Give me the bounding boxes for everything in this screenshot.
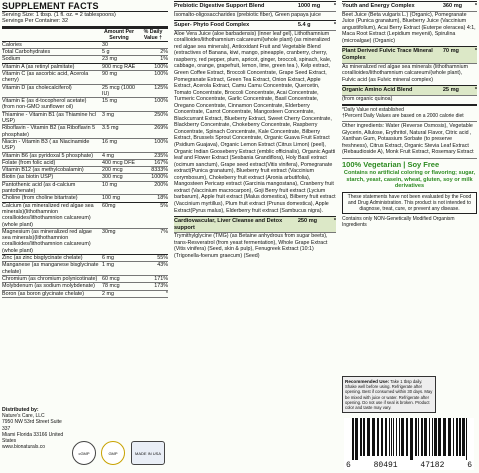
blend-header: Plant Derived Fulvic Trace Mineral Complex 70 mg * bbox=[342, 46, 477, 63]
recommended-use-text: Take 1 tbsp daily. Shake well before using. Refrigerate after opening. Best if consumed within 30 days. May be mixed with juice or water. Refrigerate after opening. Do not use if seal is broken. Product color and taste may vary. bbox=[345, 379, 433, 411]
nutrient-row bbox=[2, 49, 168, 56]
vegetarian-claim: 100% Vegetarian | Soy Free bbox=[342, 158, 477, 170]
nutrient-amount: 16 mg bbox=[102, 138, 117, 145]
nutrient-amount: 3.5 mg bbox=[102, 125, 119, 132]
distributor bbox=[2, 407, 68, 450]
nutrient-name: Calories bbox=[2, 41, 22, 48]
nutrient-dv: 8333% bbox=[151, 167, 168, 174]
barcode-bar bbox=[456, 418, 458, 456]
barcode-bar bbox=[424, 418, 427, 456]
distributor-line: 7950 NW 53rd Street Suite 337 bbox=[2, 419, 62, 432]
facts-rows bbox=[2, 42, 168, 298]
barcode-bar bbox=[459, 418, 461, 456]
nutrient-row bbox=[2, 167, 168, 174]
nutrient-name: Manganese (as manganese bisglycinate chelate) bbox=[2, 262, 99, 275]
nutrient-name: Folate (from folic acid) bbox=[2, 159, 56, 166]
made-in-usa-logo: MADE IN USA bbox=[131, 441, 165, 465]
blend-ingredients: Aloe Vera Juice (aloe barbadensis) (inner leaf gel), Lithothamnium corallioides/lithothamnium calcareum/(whole plant) (as mineralized red algae sea minerals), Antioxidant Fruit and Vegetable Blend (extractives of Banana, kiwi, mango, pineapple, cranberry, cherry, raspberry, red pepper, plum, apricot, ginger, broccoli, spinach, kale, cabbage, orange, grapefruit, lemon, lime, green tea ), Kelp extract, Green Coffee Extract, Broccoli Concentrate, Grape Seed Extract, Pomegranate Extract, Green Tea Extract, Onion Extract, Apple Extract, Acerola Extract, Camu Camu Concentrate, Quercetin, Tomato Concentrate, Broccoli Concentrate, Acai Concentrate, Turmeric Concentrate, Garlic Concentrate, Basil Concentrate, Oregano Concentrate, Cinnamon Concentrate, Elderberry Concentrate, Carrot Concentrate, Mangosteen Concentrate, Blackcurrant Extract, Blueberry Extract, Sweet Cherry Concentrate, Blackberry Concentrate, Chokeberry Concentrate, Raspberry Concentrate, Spinach Concentrate, Kale Concentrate, Bilberry Extract, Brussels Sprout Concentrate, Organic Guava Fruit Extract (Psidium Guajava), Organic Lemon Extract (Citrus Limon) (peel), Organic Indian Gooseberry Extract (emblic officinalis), Organic Agatti leaf and Flower Extract (Sesbania Grandiflora), Holy Basil extract (ocimum sanctum), Grape seed extract(Vitis vinifera), Pomegranate extract(Punica granatum), Blueberry fruit extract (Vaccinium corymbosum), Chokeberry fruit extract (Aronia arbutifolia), Mangosteen Pericarp extract (Garcinia mangostana), Cranberry fruit extract (Vaccinium macrocarpon), Goji Berry fruit extract (Lycium barbarum), Apple fruit extract (Malus domestica), Bilberry fruit extract (Vaccinium myrtillus), Plum fruit extract (Prunus domestica), Apple Extract(Pyrus malus), Elderberry fruit extract (Sambucus nigra). bbox=[174, 30, 336, 214]
nutrient-name: Thiamine - Vitamin B1 (as Thiamine hcl USP) bbox=[2, 111, 96, 125]
blend-header: Cardiovascular, Liver Cleanse and Detox support 250 mg * bbox=[174, 216, 336, 233]
amount-header: Amount Per Serving bbox=[103, 28, 135, 41]
barcode-bar bbox=[391, 418, 392, 456]
barcode-bar bbox=[377, 418, 379, 456]
barcode-bars bbox=[344, 418, 474, 460]
blend-header: Youth and Energy Complex 360 mg * bbox=[342, 1, 477, 12]
nutrient-row bbox=[2, 276, 168, 283]
blend-ingredients: Isomalto-oligosaccharides (prebiotic fiber), Green papaya juice bbox=[174, 11, 321, 18]
nutrient-amount: 6 mg bbox=[102, 255, 114, 262]
blend-header: Prebiotic Digestive Support Blend 1000 mg * bbox=[174, 1, 336, 12]
barcode-bar bbox=[462, 418, 465, 456]
nutrient-name: Vitamin B6 (as pyridoxal 5 phosphate) bbox=[2, 152, 93, 159]
nutrient-name: Vitamin A (as retinyl palmitate) bbox=[2, 63, 75, 70]
nutrient-row bbox=[2, 56, 168, 63]
footnote: †Percent Daily Values are based on a 2000 calorie diet bbox=[342, 113, 464, 120]
nutrient-amount: 900 mcg RAE bbox=[102, 63, 136, 70]
nutrient-dv: 167% bbox=[154, 159, 168, 166]
barcode-bar bbox=[396, 418, 397, 456]
nutrient-name: Pantothenic acid (as d-calcium pantothenate) bbox=[2, 181, 76, 195]
facts-title: SUPPLEMENT FACTS bbox=[2, 1, 168, 12]
nutrient-amount: 15 mg bbox=[102, 98, 117, 105]
barcode-bar bbox=[372, 418, 375, 456]
nutrient-name: Vitamin B12 (as methylcobalamin) bbox=[2, 167, 84, 174]
nutrient-amount: 30 bbox=[102, 41, 108, 48]
nutrient-amount: 23 mg bbox=[102, 56, 117, 63]
nutrient-dv: 171% bbox=[154, 275, 168, 282]
nutrient-name: Magnesium (as mineralized red algae sea minerals)(lithothamnion corallioides/lithothamnion calcareum)(whole plant) bbox=[2, 228, 92, 254]
nutrient-amount: 100 mg bbox=[102, 195, 120, 202]
servings-per-container: Servings Per Container: 32 bbox=[2, 18, 69, 25]
nutrient-row bbox=[2, 255, 168, 262]
nutrient-amount: 400 mcg DFE bbox=[102, 159, 135, 166]
distributor-line: www.bionaturals.co bbox=[2, 444, 46, 451]
nutrient-amount: 78 mcg bbox=[102, 283, 120, 290]
barcode-bar bbox=[381, 418, 383, 456]
nutrient-amount: 3 mg bbox=[102, 111, 114, 118]
nutrient-dv: 1000% bbox=[151, 174, 168, 181]
nutrient-name: Biotin (as biotin USP) bbox=[2, 174, 54, 181]
gmp-logo: GMP bbox=[101, 441, 125, 465]
nutrient-name: Vitamin C (as ascorbic acid, Acerola cherry) bbox=[2, 71, 89, 84]
barcode-bar bbox=[389, 418, 390, 456]
nutrient-row bbox=[2, 174, 168, 181]
nutrient-row bbox=[2, 153, 168, 160]
nutrient-name: Molybdenum (as sodium molybdenate) bbox=[2, 283, 95, 290]
facts-column bbox=[0, 0, 170, 473]
barcode-bar bbox=[432, 418, 433, 456]
distributor-title: Distributed by: bbox=[2, 407, 39, 413]
blend-ingredients: Beet Juice (Beta vulgaris L.) (Organic), Pomegranate Juice (Punica granatum), Blueberry Juice (Vaccinium angustifolium), Acai Berry Extract (Euterpe oleracea) 4:1, Maca Root Extract (Lepidium meyenii), Spirulina (microalgae) (Organic) bbox=[342, 11, 476, 44]
nutrient-row bbox=[2, 139, 168, 153]
nutrient-dv: 100% bbox=[154, 71, 168, 77]
nutrient-dv: 43% bbox=[157, 262, 168, 269]
barcode-digits: 6 80491 47182 6 bbox=[346, 461, 472, 470]
nutrient-dv: 100% bbox=[154, 98, 168, 105]
nutrient-amount: 1 mg bbox=[102, 262, 114, 269]
right-column bbox=[340, 0, 479, 473]
barcode-bar bbox=[399, 418, 400, 456]
nutrient-dv: * bbox=[165, 290, 168, 297]
nutrient-dv: 200% bbox=[154, 181, 168, 188]
nutrient-name: Choline (from choline bitartrate) bbox=[2, 195, 78, 202]
blend-header: Organic Amino Acid Blend 25 mg * bbox=[342, 85, 477, 96]
nutrient-amount: 4 mg bbox=[102, 152, 114, 159]
nutrient-row bbox=[2, 229, 168, 255]
recommended-use-title: Recommended Use: bbox=[345, 379, 390, 384]
nutrient-dv: 5% bbox=[160, 202, 168, 209]
footnote: *Daily Value not established bbox=[342, 107, 404, 114]
nutrient-amount: 60mg bbox=[102, 202, 116, 209]
nutrient-name: Total Carbohydrates bbox=[2, 49, 51, 56]
nutrient-row bbox=[2, 160, 168, 167]
nutrient-amount: 200 mcg bbox=[102, 167, 123, 174]
nutrient-dv: 18% bbox=[157, 195, 168, 202]
other-ingredients: Other ingredients: Water (Reverse Osmosis), Vegetable Glycerin, Allulose, Erythritol, Natural Flavor, Citric acid , Xanthan Gum, Potassium Sorbate (to preserve freshness), Citrus Extract, Organic Stevia Leaf Extract (Rebaudioside A), Monk Fruit Extract, Rosemary Extract bbox=[342, 121, 477, 156]
barcode-bar bbox=[429, 418, 430, 456]
nutrient-amount: 2 mg bbox=[102, 290, 114, 297]
barcode-bar bbox=[466, 418, 467, 460]
nutrient-row bbox=[2, 71, 168, 85]
dv-header: % Daily Value † bbox=[143, 28, 163, 41]
distributor-line: Nature's Care, LLC bbox=[2, 413, 45, 420]
contains-statement: Contains no artificial coloring or flavoring; sugar, starch, yeast, casein, wheat, gluten, soy or milk derivatives bbox=[343, 170, 476, 190]
nutrient-name: Boron (as boron glycinate chelate) bbox=[2, 290, 85, 297]
nutrient-row bbox=[2, 262, 168, 276]
barcode-bar bbox=[415, 418, 417, 456]
recommended-use bbox=[342, 376, 436, 413]
nutrient-amount: 60 mcg bbox=[102, 275, 120, 282]
distributor-line: Miami Florida 33166 United States bbox=[2, 431, 64, 445]
barcode-bar bbox=[453, 418, 454, 456]
barcode-bar bbox=[401, 418, 404, 456]
blend-ingredients: As mineralized red algae sea minerals (lithothamnium corallioides/lithothamnium calcareum/(whole plant), Fulvic acid (as Fulvic mineral complex) bbox=[342, 63, 469, 83]
nutrient-name: Riboflavin - Vitamin B2 (as Riboflavin 5 phosphate) bbox=[2, 125, 96, 138]
nutrient-name: Sodium bbox=[2, 56, 21, 63]
nutrient-row bbox=[2, 283, 168, 290]
cgmp-logo: cGMP bbox=[72, 441, 96, 465]
barcode-bar bbox=[448, 418, 451, 456]
barcode-bar bbox=[443, 418, 446, 456]
blend-ingredients: Trymithylglycine (TMG) (as Betaine anhydrous from sugar beets), trans-Resveratrol (from yeast fermentation), Whole Grape Extract (Vitis vinifera) (Seed, skin & pulp), Fenugreek Extract (10:1)(Trigonella-foenum graecum) (Seed) bbox=[174, 233, 328, 259]
nutrient-amount: 5 g bbox=[102, 49, 110, 56]
nutrient-dv: 7% bbox=[160, 228, 168, 235]
gmo-statement: Contains only NON-Genetically Modified Organism Ingredients bbox=[342, 215, 455, 228]
barcode-bar bbox=[360, 418, 362, 456]
nutrient-dv: 269% bbox=[154, 125, 168, 132]
nutrient-row bbox=[2, 182, 168, 196]
blend-ingredients: (from organic quinoa) bbox=[342, 95, 393, 102]
barcode bbox=[344, 418, 474, 470]
nutrient-amount: 90 mg bbox=[102, 71, 117, 77]
nutrient-row bbox=[2, 291, 168, 298]
nutrient-amount: 25 mcg (1000 IU) bbox=[102, 84, 135, 97]
barcode-bar bbox=[385, 418, 387, 456]
blends-column bbox=[172, 0, 338, 473]
nutrient-name: Vitamin E (as d-tocopherol acetate) (from non-GMO sunflower oil) bbox=[2, 98, 87, 111]
nutrient-row bbox=[2, 64, 168, 71]
nutrient-dv: 173% bbox=[154, 283, 168, 290]
nutrient-amount: 10 mg bbox=[102, 181, 117, 188]
nutrient-name: Zinc (as zinc bisglycinate chelate) bbox=[2, 255, 83, 262]
nutrient-row bbox=[2, 85, 168, 99]
nutrient-amount: 30mg bbox=[102, 228, 116, 235]
nutrient-row bbox=[2, 42, 168, 49]
nutrient-row bbox=[2, 195, 168, 202]
nutrient-name: Chromium (as chromium polynicotinate) bbox=[2, 275, 98, 282]
nutrient-row bbox=[2, 125, 168, 139]
nutrient-dv: 100% bbox=[154, 138, 168, 145]
nutrient-name: Niacin - Vitamin B3 ( as Niacinamide USP) bbox=[2, 138, 90, 152]
nutrient-row bbox=[2, 203, 168, 229]
barcode-bar bbox=[352, 418, 354, 460]
nutrient-dv: 125% bbox=[154, 84, 168, 91]
nutrient-dv: 235% bbox=[154, 152, 168, 159]
nutrient-dv: 250% bbox=[154, 111, 168, 118]
fda-disclaimer: These statements have not been evaluated by the Food and Drug Administration. This product is not intended to diagnose, treat, cure, or prevent any disease. bbox=[342, 192, 477, 214]
serving-size: Serving Size: 1 tbsp. (1 fl. oz. = 2 tablespoons) bbox=[2, 12, 116, 18]
nutrient-row bbox=[2, 112, 168, 126]
barcode-bar bbox=[363, 418, 365, 456]
nutrient-dv: 1% bbox=[160, 56, 168, 63]
nutrient-name: Calcium (as mineralized red algae sea minerals)(lithothamnion corallioides/lithothamnion calcareum)(whole plant) bbox=[2, 202, 94, 228]
barcode-bar bbox=[410, 418, 413, 460]
barcode-bar bbox=[406, 418, 408, 456]
barcode-bar bbox=[355, 418, 358, 460]
nutrient-row bbox=[2, 98, 168, 112]
footnotes bbox=[342, 104, 477, 119]
nutrient-dv: 100% bbox=[154, 63, 168, 70]
nutrient-dv: 2% bbox=[160, 49, 168, 56]
nutrient-dv: 55% bbox=[157, 255, 168, 262]
barcode-bar bbox=[434, 418, 437, 456]
barcode-bar bbox=[421, 418, 423, 456]
barcode-bar bbox=[393, 418, 394, 456]
nutrient-amount: 300 mcg bbox=[102, 174, 123, 181]
blend-header: Super- Phyto Food Complex 5.4 g * bbox=[174, 20, 336, 31]
facts-header bbox=[2, 26, 168, 42]
barcode-bar bbox=[367, 418, 370, 456]
barcode-bar bbox=[438, 418, 441, 456]
barcode-bar bbox=[418, 418, 419, 456]
nutrient-name: Vitamin D (as cholecalciferol) bbox=[2, 84, 72, 91]
